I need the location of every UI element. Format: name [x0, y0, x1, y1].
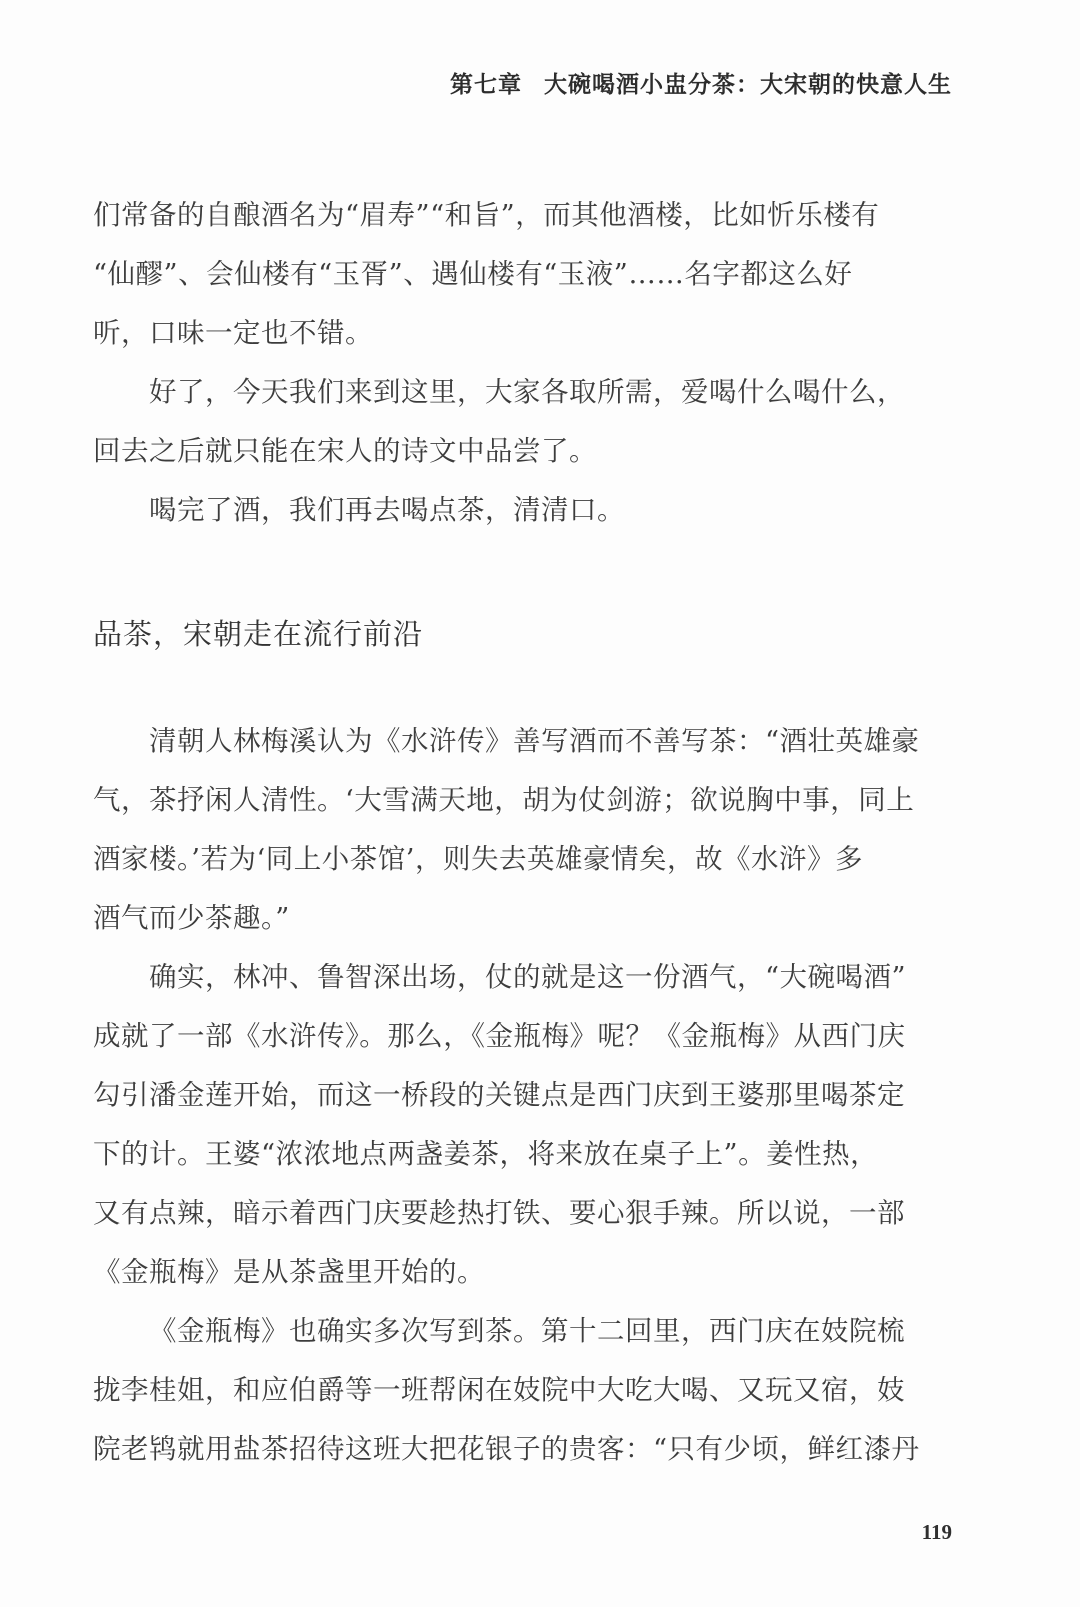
text-line: 气，茶抒闲人清性。‘大雪满天地，胡为仗剑游；欲说胸中事，同上 [93, 784, 915, 816]
text-line: 院老鸨就用盐茶招待这班大把花银子的贵客：“只有少顷，鲜红漆丹 [93, 1433, 920, 1465]
text-line: 成就了一部《水浒传》。那么，《金瓶梅》呢？《金瓶梅》从西门庆 [93, 1020, 906, 1052]
page-number: 119 [921, 1520, 952, 1544]
text-line: 拢李桂姐，和应伯爵等一班帮闲在妓院中大吃大喝、又玩又宿，妓 [93, 1374, 905, 1406]
text-line: 们常备的自酿酒名为“眉寿”“和旨”，而其他酒楼，比如忻乐楼有 [93, 199, 880, 231]
text-line: 听，口味一定也不错。 [93, 317, 373, 349]
text-line: 下的计。王婆“浓浓地点两盏姜茶，将来放在桌子上”。姜性热， [93, 1138, 879, 1170]
text-line: 回去之后就只能在宋人的诗文中品尝了。 [93, 435, 597, 467]
text-line: 确实，林冲、鲁智深出场，仗的就是这一份酒气，“大碗喝酒” [149, 961, 907, 993]
text-block-continued [93, 186, 953, 540]
text-line: 清朝人林梅溪认为《水浒传》善写酒而不善写茶：“酒壮英雄豪 [149, 725, 920, 757]
text-line: 好了，今天我们来到这里，大家各取所需，爱喝什么喝什么， [149, 376, 905, 408]
text-line: “仙醪”、会仙楼有“玉胥”、遇仙楼有“玉液”……名字都这么好 [93, 258, 853, 290]
text-line: 《金瓶梅》也确实多次写到茶。第十二回里，西门庆在妓院梳 [149, 1315, 905, 1347]
chapter-title: 大碗喝酒小盅分茶：大宋朝的快意人生 [544, 71, 952, 98]
chapter-number: 第七章 [450, 71, 522, 98]
text-line: 酒家楼。’若为‘同上小茶馆’，则失去英雄豪情矣，故《水浒》多 [93, 843, 863, 875]
text-block-tea-section [93, 712, 953, 1479]
running-header [450, 66, 952, 99]
text-line: 又有点辣，暗示着西门庆要趁热打铁、要心狠手辣。所以说，一部 [93, 1197, 905, 1229]
section-heading: 品茶，宋朝走在流行前沿 [93, 617, 424, 651]
text-line: 《金瓶梅》是从茶盏里开始的。 [93, 1256, 485, 1288]
text-line: 喝完了酒，我们再去喝点茶，清清口。 [149, 494, 625, 526]
text-line: 勾引潘金莲开始，而这一桥段的关键点是西门庆到王婆那里喝茶定 [93, 1079, 905, 1111]
text-line: 酒气而少茶趣。” [93, 902, 290, 934]
